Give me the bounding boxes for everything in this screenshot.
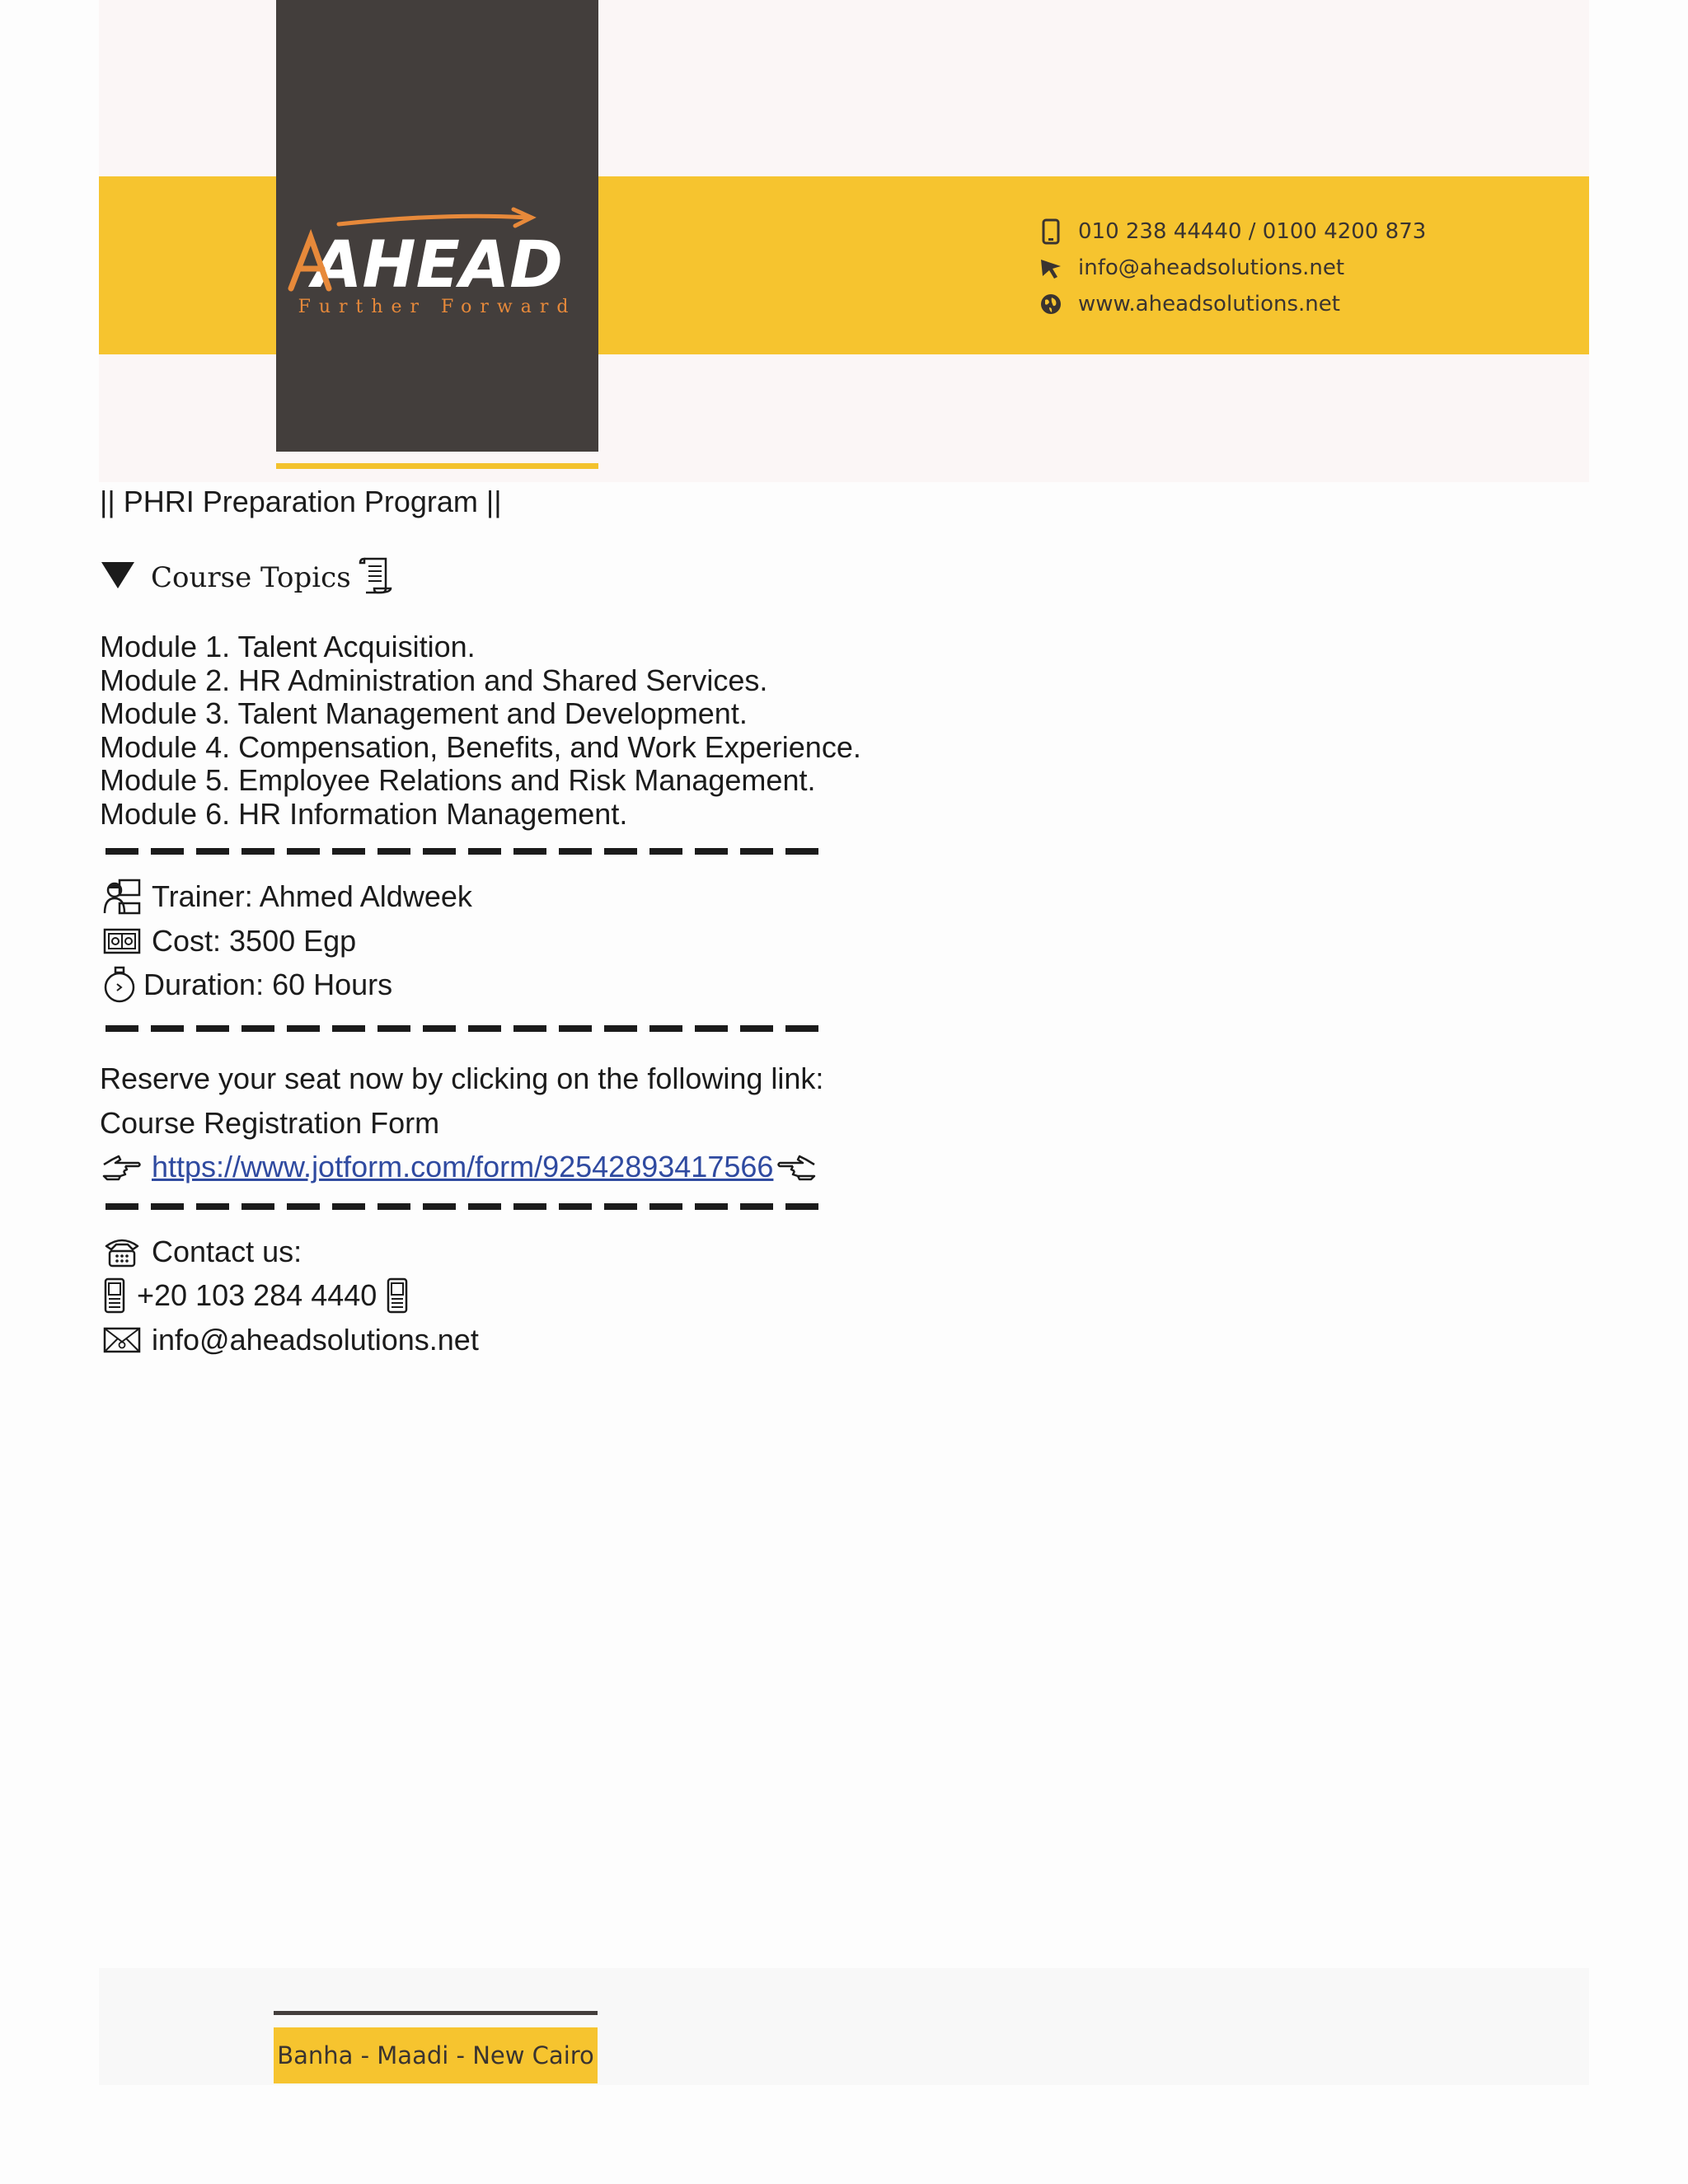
header-email-row xyxy=(1037,251,1344,284)
module-item: Module 1. Talent Acquisition. xyxy=(100,630,476,663)
dashed-divider xyxy=(106,1203,823,1210)
logo-tagline: Further Forward xyxy=(298,297,577,317)
teacher-icon xyxy=(102,878,142,916)
module-item: Module 2. HR Administration and Shared Services. xyxy=(100,663,768,697)
telephone-icon xyxy=(102,1233,142,1271)
module-item: Module 4. Compensation, Benefits, and Work Experience. xyxy=(100,729,861,764)
module-item: Module 6. HR Information Management. xyxy=(100,796,628,831)
header-phone-row xyxy=(1037,215,1426,248)
envelope-icon xyxy=(102,1321,142,1359)
ahead-logo xyxy=(276,206,598,297)
globe-icon xyxy=(1037,290,1065,318)
topics-heading xyxy=(100,555,394,599)
dashed-divider xyxy=(106,848,823,855)
header-email[interactable]: info@aheadsolutions.net xyxy=(1078,255,1345,280)
stopwatch-icon xyxy=(102,966,137,1004)
trainer-text: Trainer: Ahmed Aldweek xyxy=(152,879,472,913)
logo-text: AHEAD xyxy=(312,228,563,297)
form-label: Course Registration Form xyxy=(100,1106,440,1140)
header-website[interactable]: www.aheadsolutions.net xyxy=(1078,292,1340,316)
scroll-icon xyxy=(358,555,394,599)
reserve-text: Reserve your seat now by clicking on the following link: xyxy=(100,1062,824,1095)
cursor-icon xyxy=(1037,254,1065,282)
logo-arrow-icon xyxy=(281,206,594,297)
duration-row xyxy=(102,966,392,1004)
contact-phone-row xyxy=(102,1277,420,1315)
header-website-row xyxy=(1037,288,1340,321)
contact-email[interactable]: info@aheadsolutions.net xyxy=(152,1323,479,1357)
pointing-left-hand-icon xyxy=(776,1148,816,1186)
pointing-right-hand-icon xyxy=(102,1148,142,1186)
contact-row xyxy=(102,1233,302,1271)
footer-line xyxy=(274,2011,598,2015)
cost-text: Cost: 3500 Egp xyxy=(152,924,357,958)
logo-underline xyxy=(276,463,598,469)
trainer-row xyxy=(102,878,472,916)
header-phone: 010 238 44440 / 0100 4200 873 xyxy=(1078,219,1427,244)
dashed-divider xyxy=(106,1025,823,1032)
topics-label: Course Topics xyxy=(151,560,351,594)
mobile-phone-icon xyxy=(385,1277,410,1315)
registration-link-row xyxy=(102,1148,826,1186)
mobile-phone-icon xyxy=(1037,218,1065,246)
duration-text: Duration: 60 Hours xyxy=(143,968,393,1001)
mobile-phone-icon xyxy=(102,1277,127,1315)
contact-email-row xyxy=(102,1321,479,1359)
contact-label: Contact us: xyxy=(152,1235,302,1268)
contact-phone[interactable]: +20 103 284 4440 xyxy=(137,1278,377,1312)
footer-locations: Banha - Maadi - New Cairo xyxy=(274,2027,598,2083)
registration-link[interactable]: https://www.jotform.com/form/92542893417566 xyxy=(152,1150,774,1183)
money-icon xyxy=(102,922,142,960)
module-item: Module 3. Talent Management and Development. xyxy=(100,696,748,730)
triangle-down-icon xyxy=(100,560,136,594)
module-list xyxy=(100,630,861,831)
module-item: Module 5. Employee Relations and Risk Management. xyxy=(100,763,816,797)
cost-row xyxy=(102,922,356,960)
program-title: || PHRI Preparation Program || xyxy=(100,485,502,518)
